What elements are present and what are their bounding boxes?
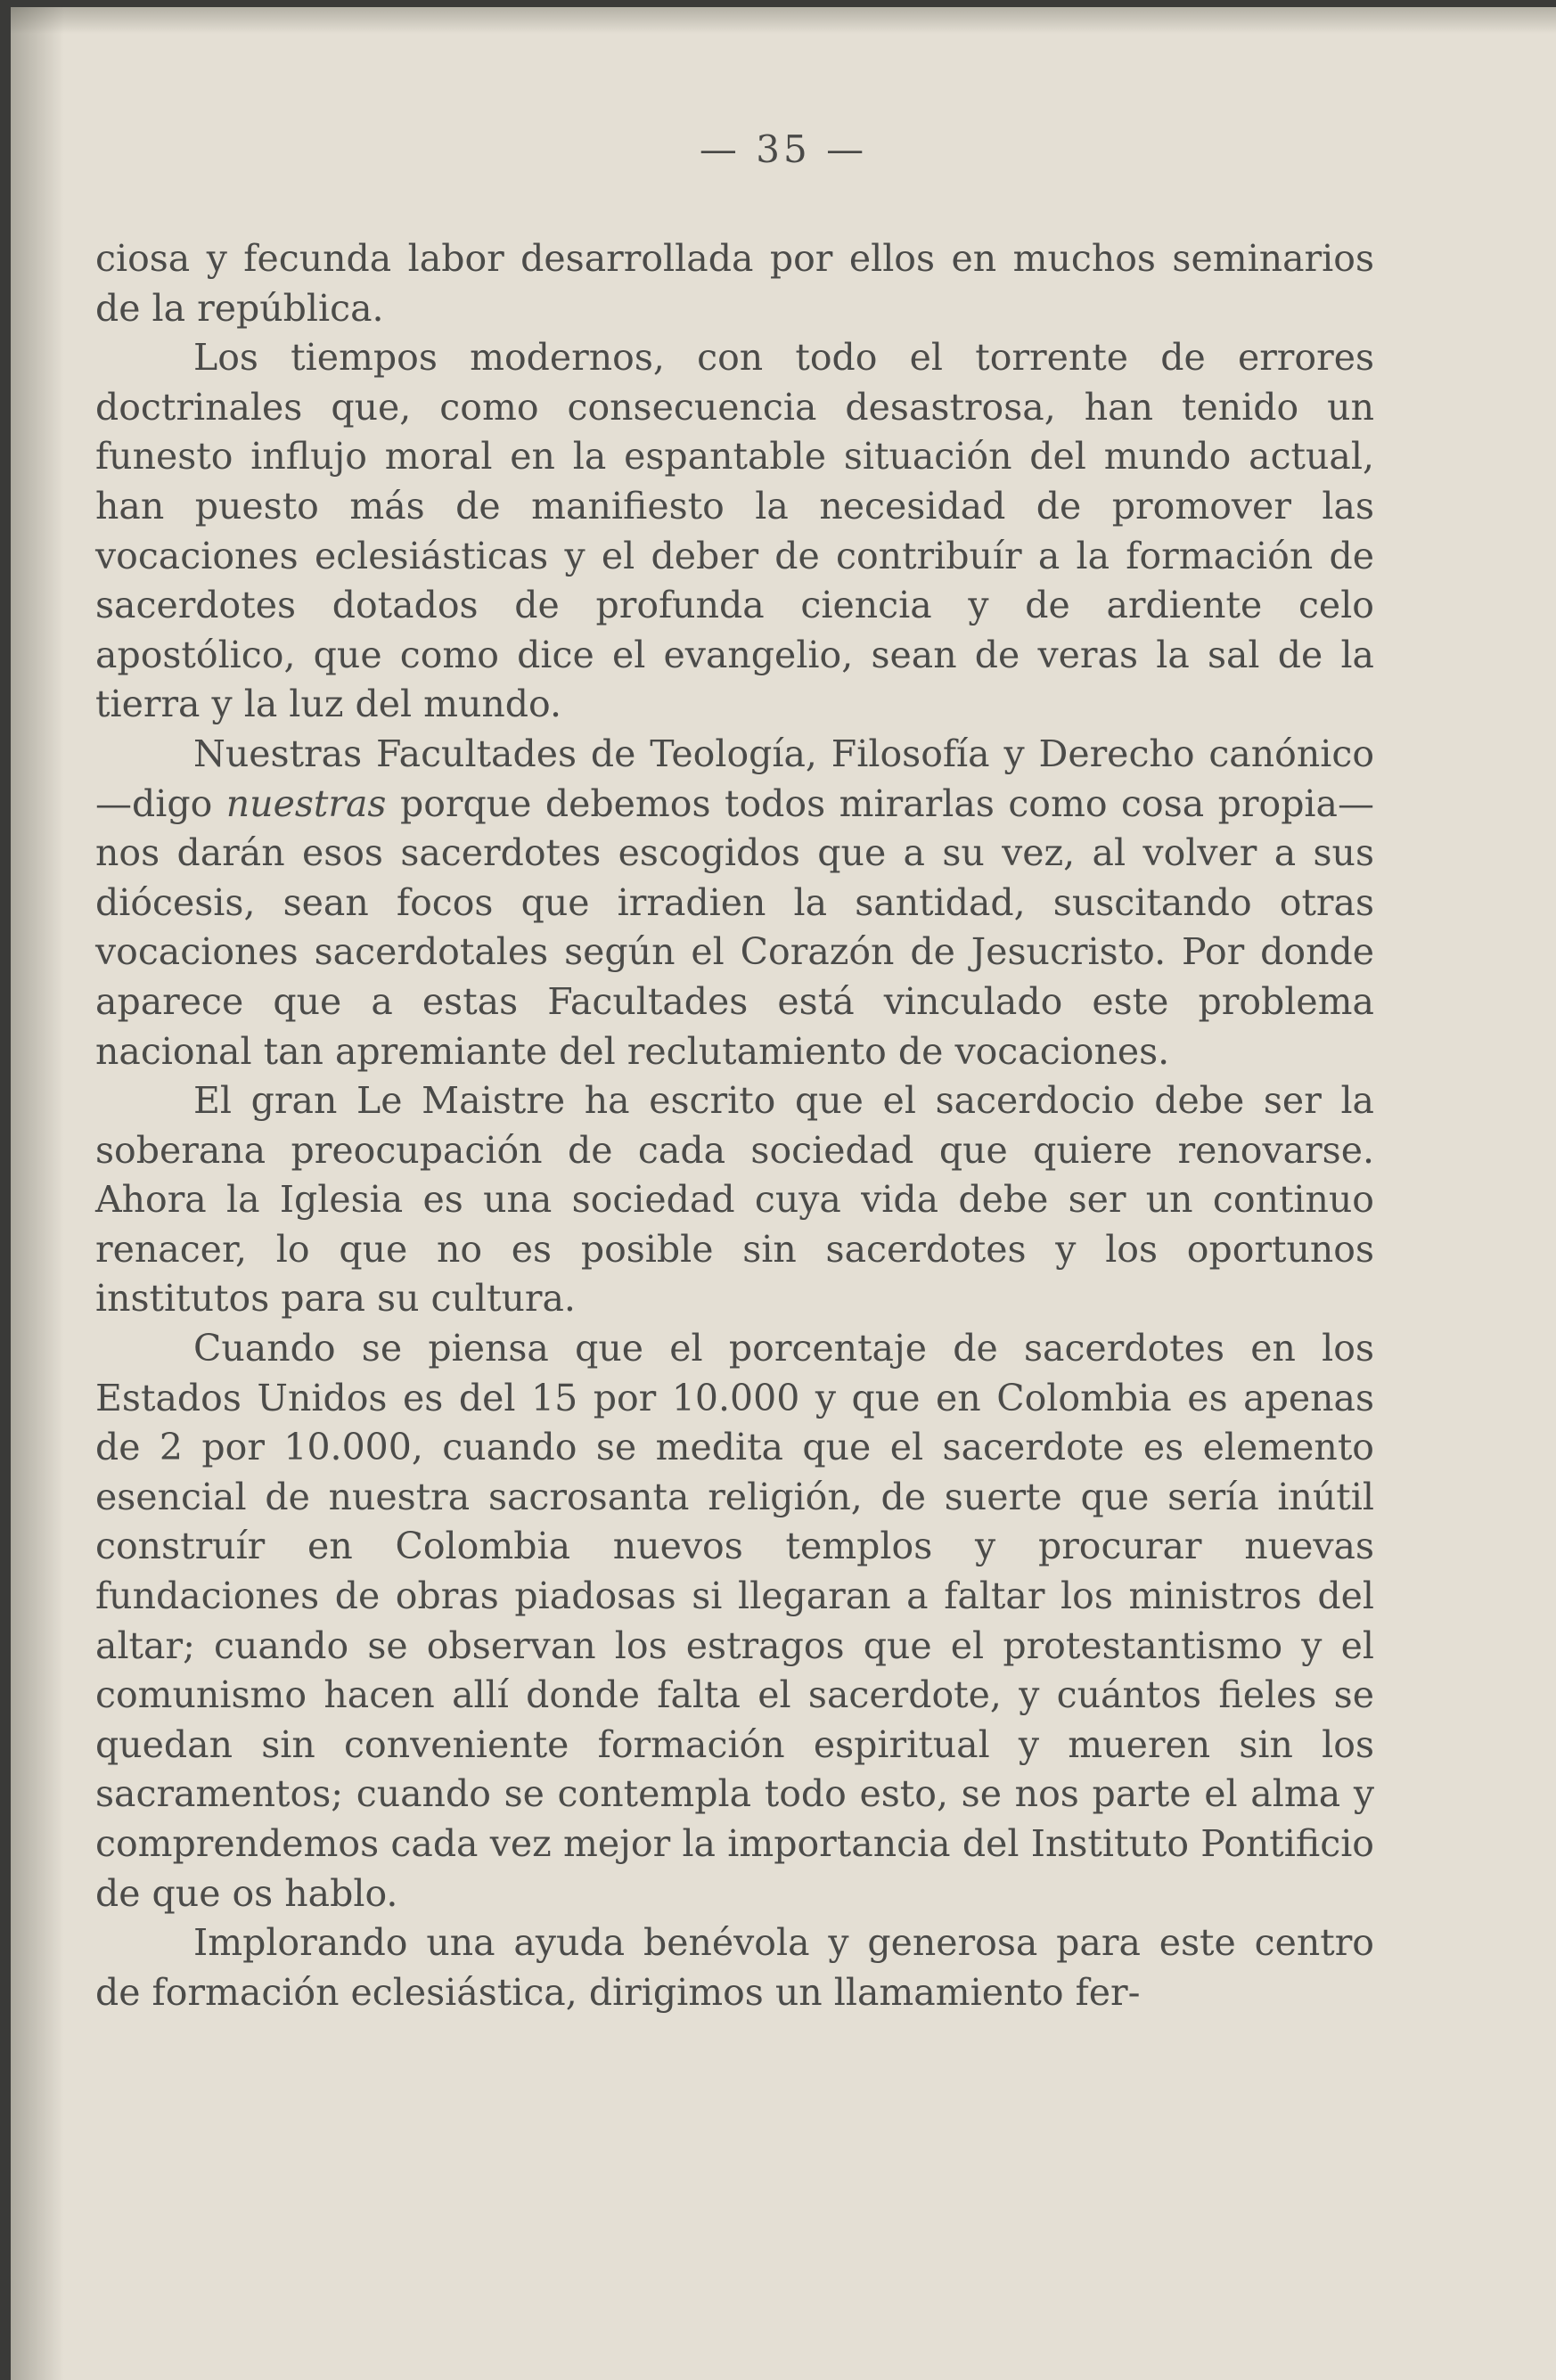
paragraph-tiempos-modernos: Los tiempos modernos, con todo el torrente de errores doctrinales que, como consecuencia desastrosa, han tenido un funesto influjo moral en la espantable situación del mundo actual, han puesto más de manifiesto la necesidad de promover las vocaciones eclesiásticas y el deber de contribuír a la formación de sacerdotes dotados de profunda ciencia y de ardiente celo apostólico, que como dice el evangelio, sean de veras la sal de la tierra y la luz del mundo. [95, 336, 1374, 726]
paragraph-porcentaje-sacerdotes: Cuando se piensa que el porcentaje de sacerdotes en los Estados Unidos es del 15 por 10.000 y que en Colombia es apenas de 2 por 10.000, cuando se medita que el sacerdote es elemento esencial de nuestra sacrosanta religión, de suerte que sería inútil construír en Colombia nuevos templos y procurar nuevas fundaciones de obras piadosas si llegaran a faltar los ministros del altar; cuando se observan los estragos que el protestantismo y el comunismo hacen allí donde falta el sacerdote, y cuántos fieles se quedan sin conveniente formación espiritual y mueren sin los sacramentos; cuando se contempla todo esto, se nos parte el alma y comprendemos cada vez mejor la importancia del Instituto Pontificio de que os hablo. [95, 1327, 1374, 1915]
page-number: — 35 — [699, 127, 868, 171]
paragraph-text-after-emphasis: porque debemos todos mirarlas como cosa propia— nos darán esos sacerdotes escogidos que a su vez, al volver a sus diócesis, sean focos que irradien la santidad, suscitando otras vocaciones sacerdotales según el Corazón de Jesucristo. Por donde aparece que a estas Facultades está vinculado este problema nacional tan apremiante del reclutamiento de vocaciones. [95, 781, 1374, 1073]
paragraph-continuation: ciosa y fecunda labor desarrollada por ellos en muchos seminarios de la república. [95, 237, 1374, 330]
paragraph-nuestras-facultades [95, 730, 1374, 1076]
paragraph-implorando: Implorando una ayuda benévola y generosa para este centro de formación eclesiástica, dirigimos un llamamiento fer- [95, 1921, 1374, 2014]
emphasized-word: nuestras [225, 781, 387, 825]
page-edge-shadow-top [11, 7, 1556, 34]
book-page [11, 7, 1556, 2380]
body-text [95, 234, 1374, 2017]
paragraph-le-maistre: El gran Le Maistre ha escrito que el sacerdocio debe ser la soberana preocupación de cada sociedad que quiere renovarse. Ahora la Iglesia es una sociedad cuya vida debe ser un continuo renacer, lo que no es posible sin sacerdotes y los oportunos institutos para su cultura. [95, 1079, 1374, 1321]
paragraph-text-before-emphasis: Nuestras Facultades de Teología, Filosofía y Derecho canónico —digo [95, 732, 1374, 825]
page-edge-shadow-left [11, 7, 64, 2380]
